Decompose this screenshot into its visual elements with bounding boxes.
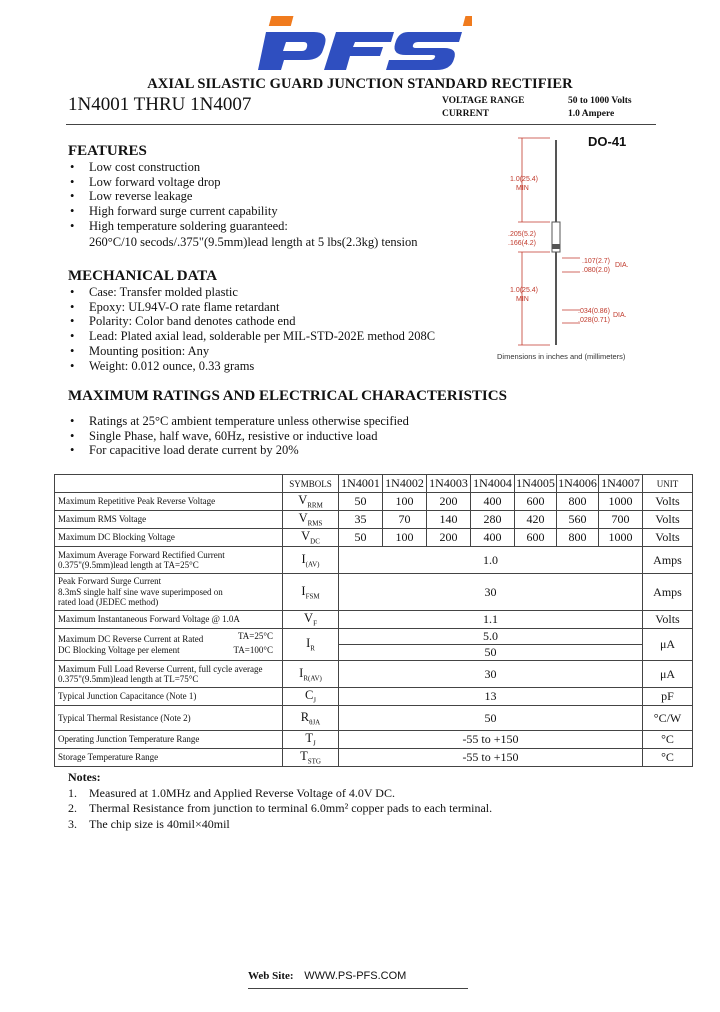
symbol-cell: $V_{DC}$ xyxy=(283,529,339,547)
value-cell: 70 xyxy=(383,511,427,529)
condition-label: TA=100°C xyxy=(233,645,273,655)
unit-cell: °C xyxy=(643,731,693,749)
value-cell: 600 xyxy=(515,493,557,511)
table-row xyxy=(55,731,693,749)
param-cell: Typical Junction Capacitance (Note 1) xyxy=(55,688,283,706)
unit-cell: Amps xyxy=(643,574,693,611)
value-cell: 50 xyxy=(339,493,383,511)
list-item: • Ratings at 25°C ambient temperature unless otherwise specified xyxy=(70,414,409,428)
table-row xyxy=(55,493,693,511)
symbol-cell: $I_{FSM}$ xyxy=(283,574,339,611)
table-header-part: 1N4007 xyxy=(599,475,643,493)
value-cell: 420 xyxy=(515,511,557,529)
list-item: • Lead: Plated axial lead, solderable per MIL-STD-202E method 208C xyxy=(70,329,436,344)
value-cell: 200 xyxy=(427,529,471,547)
features-list xyxy=(68,160,417,249)
ratings-list xyxy=(68,414,409,458)
symbol-cell: $V_F$ xyxy=(283,611,339,629)
list-item: • Single Phase, half wave, 60Hz, resistive or inductive load xyxy=(70,428,378,443)
value-cell: 200 xyxy=(427,493,471,511)
value-cell: 1.0 xyxy=(339,547,643,574)
table-row xyxy=(55,529,693,547)
table-header-part: 1N4002 xyxy=(383,475,427,493)
dim-lead-top-min: MIN xyxy=(516,185,529,192)
table-row xyxy=(55,547,693,574)
website-label: Web Site: xyxy=(248,970,294,982)
header-divider xyxy=(66,124,656,125)
symbol-cell: $C_J$ xyxy=(283,688,339,706)
dim-lead-bot: 1.0(25.4) xyxy=(510,287,539,294)
document-title: AXIAL SILASTIC GUARD JUNCTION STANDARD RECTIFIER xyxy=(147,76,573,92)
table-header-part: 1N4004 xyxy=(471,475,515,493)
table-header-blank xyxy=(55,475,283,493)
param-cell: Operating Junction Temperature Range xyxy=(55,731,283,749)
param-cell: Maximum DC Reverse Current at Rated DC Blocking Voltage per element TA=25°C TA=100°C xyxy=(55,629,283,661)
value-cell: 50 xyxy=(339,529,383,547)
list-item: • Low cost construction xyxy=(70,160,201,174)
list-item: • For capacitive load derate current by 20% xyxy=(70,443,299,458)
table-header-unit: UNIT xyxy=(643,475,693,493)
param-cell: Maximum DC Blocking Voltage xyxy=(55,529,283,547)
table-header-part: 1N4006 xyxy=(557,475,599,493)
table-row xyxy=(55,706,693,731)
dim-body-len-1: .205(5.2) xyxy=(508,231,537,238)
value-cell: -55 to +150 xyxy=(339,749,643,767)
spec-label-current: CURRENT xyxy=(442,109,489,119)
mechanical-heading: MECHANICAL DATA xyxy=(68,268,218,284)
dim-lead-dia-2: .080(2.0) xyxy=(582,267,611,274)
table-row xyxy=(55,749,693,767)
table-header-part: 1N4005 xyxy=(515,475,557,493)
symbol-cell: $T_{STG}$ xyxy=(283,749,339,767)
unit-cell: Volts xyxy=(643,511,693,529)
list-item: • Case: Transfer molded plastic xyxy=(70,285,238,299)
unit-cell: Volts xyxy=(643,529,693,547)
dimension-note: Dimensions in inches and (millimeters) xyxy=(497,352,626,361)
unit-cell: Volts xyxy=(643,611,693,629)
table-row xyxy=(55,629,693,645)
list-item: • Low reverse leakage xyxy=(70,189,193,204)
symbol-cell: $I_R$ xyxy=(283,629,339,661)
spec-value-voltage: 50 to 1000 Volts xyxy=(568,96,632,106)
table-row xyxy=(55,688,693,706)
unit-cell: °C/W xyxy=(643,706,693,731)
list-item: • Low forward voltage drop xyxy=(70,174,221,189)
note-item: 2. Thermal Resistance from junction to terminal 6.0mm² copper pads to each terminal. xyxy=(68,801,493,815)
symbol-cell: $R_{\theta JA}$ xyxy=(283,706,339,731)
value-cell: 400 xyxy=(471,493,515,511)
unit-cell: Amps xyxy=(643,547,693,574)
unit-cell: pF xyxy=(643,688,693,706)
dim-body-dia-label: DIA. xyxy=(613,312,627,319)
value-cell: 35 xyxy=(339,511,383,529)
value-cell: 50 xyxy=(339,645,643,661)
pfs-logo xyxy=(248,14,472,70)
value-cell: 140 xyxy=(427,511,471,529)
param-cell: Maximum Average Forward Rectified Current 0.375"(9.5mm)lead length at TA=25°C xyxy=(55,547,283,574)
value-cell: 700 xyxy=(599,511,643,529)
dim-body-len-2: .166(4.2) xyxy=(508,240,537,247)
list-item: • High forward surge current capability xyxy=(70,204,278,219)
list-item: 260°C/10 secods/.375"(9.5mm)lead length at 5 lbs(2.3kg) tension xyxy=(89,234,418,249)
dim-lead-bot-min: MIN xyxy=(516,296,529,303)
dim-lead-top: 1.0(25.4) xyxy=(510,176,539,183)
value-cell: 800 xyxy=(557,493,599,511)
table-header-part: 1N4001 xyxy=(339,475,383,493)
symbol-cell: $I_{R(AV)}$ xyxy=(283,661,339,688)
condition-label: TA=25°C xyxy=(238,631,273,641)
param-cell: Typical Thermal Resistance (Note 2) xyxy=(55,706,283,731)
dim-lead-dia-label: DIA. xyxy=(615,262,629,269)
unit-cell: °C xyxy=(643,749,693,767)
value-cell: 1000 xyxy=(599,493,643,511)
param-cell: Maximum RMS Voltage xyxy=(55,511,283,529)
value-cell: 560 xyxy=(557,511,599,529)
param-cell: Maximum Repetitive Peak Reverse Voltage xyxy=(55,493,283,511)
value-cell: 100 xyxy=(383,493,427,511)
value-cell: 800 xyxy=(557,529,599,547)
unit-cell: μA xyxy=(643,661,693,688)
dim-body-dia-2: .028(0.71) xyxy=(578,317,610,324)
spec-value-current: 1.0 Ampere xyxy=(568,109,615,119)
table-row xyxy=(55,661,693,688)
website-link[interactable]: WWW.PS-PFS.COM xyxy=(304,970,407,982)
value-cell: 5.0 xyxy=(339,629,643,645)
table-header-part: 1N4003 xyxy=(427,475,471,493)
symbol-cell: $V_{RMS}$ xyxy=(283,511,339,529)
table-row xyxy=(55,574,693,611)
value-cell: 30 xyxy=(339,661,643,688)
notes-heading: Notes: xyxy=(68,770,101,784)
notes-section xyxy=(68,770,492,832)
param-cell: Peak Forward Surge Current 8.3mS single half sine wave superimposed on rated load (JEDEC method) xyxy=(55,574,283,611)
symbol-cell: $V_{RRM}$ xyxy=(283,493,339,511)
unit-cell: μA xyxy=(643,629,693,661)
list-item: • Epoxy: UL94V-O rate flame retardant xyxy=(70,299,280,314)
footer-divider xyxy=(248,988,468,989)
dim-lead-dia-1: .107(2.7) xyxy=(582,258,611,265)
value-cell: 13 xyxy=(339,688,643,706)
list-item: • Weight: 0.012 ounce, 0.33 grams xyxy=(70,358,255,373)
footer xyxy=(248,970,406,982)
table-row xyxy=(55,511,693,529)
list-item: • Mounting position: Any xyxy=(70,343,210,358)
param-cell: Maximum Full Load Reverse Current, full cycle average 0.375"(9.5mm)lead length at TL=75°C xyxy=(55,661,283,688)
param-cell: Maximum Instantaneous Forward Voltage @ 1.0A xyxy=(55,611,283,629)
value-cell: 600 xyxy=(515,529,557,547)
unit-cell: Volts xyxy=(643,493,693,511)
value-cell: 280 xyxy=(471,511,515,529)
param-cell: Storage Temperature Range xyxy=(55,749,283,767)
features-heading: FEATURES xyxy=(68,143,147,159)
dim-body-dia-1: .034(0.86) xyxy=(578,308,610,315)
list-item: • Polarity: Color band denotes cathode end xyxy=(70,314,296,329)
part-range: 1N4001 THRU 1N4007 xyxy=(68,94,252,115)
package-name: DO-41 xyxy=(588,134,627,149)
mechanical-list xyxy=(68,285,435,373)
value-cell: 1000 xyxy=(599,529,643,547)
spec-label-voltage: VOLTAGE RANGE xyxy=(442,96,525,106)
value-cell: 30 xyxy=(339,574,643,611)
symbol-cell: $T_J$ xyxy=(283,731,339,749)
value-cell: 100 xyxy=(383,529,427,547)
value-cell: 1.1 xyxy=(339,611,643,629)
ratings-heading: MAXIMUM RATINGS AND ELECTRICAL CHARACTERISTICS xyxy=(68,388,507,404)
symbol-cell: $I_{(AV)}$ xyxy=(283,547,339,574)
ratings-table xyxy=(54,474,693,767)
table-header-row xyxy=(55,475,693,493)
table-header-symbols: SYMBOLS xyxy=(283,475,339,493)
table-row xyxy=(55,611,693,629)
note-item: 1. Measured at 1.0MHz and Applied Reverse Voltage of 4.0V DC. xyxy=(68,785,395,800)
note-item: 3. The chip size is 40mil×40mil xyxy=(68,816,230,831)
list-item: • High temperature soldering guaranteed: xyxy=(70,218,288,233)
value-cell: -55 to +150 xyxy=(339,731,643,749)
value-cell: 400 xyxy=(471,529,515,547)
value-cell: 50 xyxy=(339,706,643,731)
